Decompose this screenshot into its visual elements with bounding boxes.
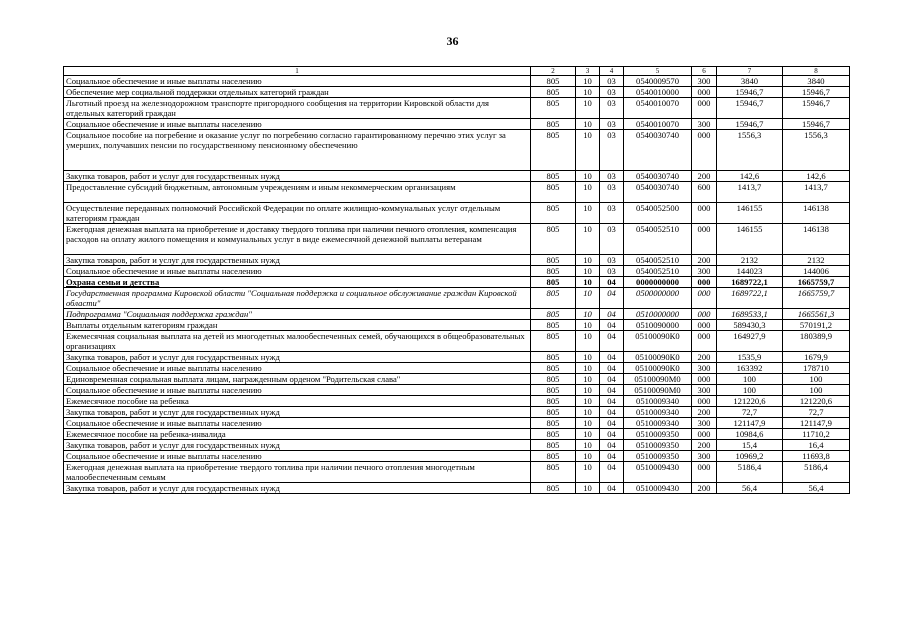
target-article-cell: 0540030740 xyxy=(624,130,692,171)
target-article-cell: 05100090М0 xyxy=(624,385,692,396)
row-name-cell: Подпрограмма "Социальная поддержка граждан" xyxy=(64,309,531,320)
subsection-cell: 04 xyxy=(600,385,624,396)
ministry-code-cell: 805 xyxy=(531,255,576,266)
ministry-code-cell: 805 xyxy=(531,87,576,98)
amount-year2-cell: 570191,2 xyxy=(783,320,850,331)
amount-year2-cell: 178710 xyxy=(783,363,850,374)
ministry-code-cell: 805 xyxy=(531,331,576,352)
table-row xyxy=(64,288,850,309)
target-article-cell: 05100090К0 xyxy=(624,363,692,374)
row-name-cell: Социальное обеспечение и иные выплаты населению xyxy=(64,266,531,277)
section-cell: 10 xyxy=(576,171,600,182)
section-cell: 10 xyxy=(576,352,600,363)
amount-year2-cell: 16,4 xyxy=(783,440,850,451)
row-name-cell: Льготный проезд на железнодорожном транспорте пригородного сообщения на территории Кировской области для отдельных категорий граждан xyxy=(64,98,531,119)
amount-year1-cell: 1689533,1 xyxy=(717,309,783,320)
table-row xyxy=(64,418,850,429)
table-row xyxy=(64,429,850,440)
subsection-cell: 04 xyxy=(600,451,624,462)
row-name-cell: Социальное обеспечение и иные выплаты населению xyxy=(64,451,531,462)
column-header: 2 xyxy=(531,67,576,76)
amount-year1-cell: 164927,9 xyxy=(717,331,783,352)
section-cell: 10 xyxy=(576,451,600,462)
expense-type-cell: 000 xyxy=(692,98,717,119)
target-article-cell: 0000000000 xyxy=(624,277,692,288)
expense-type-cell: 200 xyxy=(692,407,717,418)
subsection-cell: 04 xyxy=(600,462,624,483)
target-article-cell: 0540009570 xyxy=(624,76,692,87)
amount-year1-cell: 15,4 xyxy=(717,440,783,451)
amount-year2-cell: 11710,2 xyxy=(783,429,850,440)
row-name-cell: Закупка товаров, работ и услуг для государственных нужд xyxy=(64,171,531,182)
target-article-cell: 05100090М0 xyxy=(624,374,692,385)
subsection-cell: 04 xyxy=(600,407,624,418)
section-cell: 10 xyxy=(576,277,600,288)
ministry-code-cell: 805 xyxy=(531,130,576,171)
expense-type-cell: 000 xyxy=(692,374,717,385)
row-name-cell: Ежемесячное пособие на ребенка-инвалида xyxy=(64,429,531,440)
page-number: 36 xyxy=(446,34,459,48)
ministry-code-cell: 805 xyxy=(531,171,576,182)
subsection-cell: 04 xyxy=(600,483,624,494)
target-article-cell: 0510009340 xyxy=(624,418,692,429)
table-row xyxy=(64,374,850,385)
target-article-cell: 0510009430 xyxy=(624,483,692,494)
section-cell: 10 xyxy=(576,255,600,266)
amount-year2-cell: 1413,7 xyxy=(783,182,850,203)
amount-year2-cell: 56,4 xyxy=(783,483,850,494)
amount-year2-cell: 15946,7 xyxy=(783,119,850,130)
section-cell: 10 xyxy=(576,396,600,407)
ministry-code-cell: 805 xyxy=(531,288,576,309)
amount-year1-cell: 10969,2 xyxy=(717,451,783,462)
expense-type-cell: 000 xyxy=(692,224,717,255)
expense-type-cell: 000 xyxy=(692,309,717,320)
section-cell: 10 xyxy=(576,119,600,130)
ministry-code-cell: 805 xyxy=(531,182,576,203)
amount-year1-cell: 121220,6 xyxy=(717,396,783,407)
amount-year2-cell: 1665759,7 xyxy=(783,277,850,288)
row-name-cell: Социальное обеспечение и иные выплаты населению xyxy=(64,418,531,429)
section-cell: 10 xyxy=(576,203,600,224)
table-row xyxy=(64,98,850,119)
amount-year1-cell: 1689722,1 xyxy=(717,288,783,309)
row-name-cell: Обеспечение мер социальной поддержки отдельных категорий граждан xyxy=(64,87,531,98)
subsection-cell: 04 xyxy=(600,396,624,407)
target-article-cell: 0540052510 xyxy=(624,224,692,255)
ministry-code-cell: 805 xyxy=(531,418,576,429)
amount-year2-cell: 15946,7 xyxy=(783,87,850,98)
row-name-cell: Закупка товаров, работ и услуг для государственных нужд xyxy=(64,440,531,451)
amount-year1-cell: 146155 xyxy=(717,203,783,224)
subsection-cell: 03 xyxy=(600,266,624,277)
ministry-code-cell: 805 xyxy=(531,320,576,331)
expense-type-cell: 000 xyxy=(692,331,717,352)
expense-type-cell: 200 xyxy=(692,352,717,363)
amount-year1-cell: 146155 xyxy=(717,224,783,255)
section-cell: 10 xyxy=(576,182,600,203)
subsection-cell: 04 xyxy=(600,429,624,440)
target-article-cell: 0510009350 xyxy=(624,440,692,451)
table-row xyxy=(64,309,850,320)
column-header: 1 xyxy=(64,67,531,76)
amount-year2-cell: 15946,7 xyxy=(783,98,850,119)
subsection-cell: 03 xyxy=(600,171,624,182)
expense-type-cell: 200 xyxy=(692,255,717,266)
table-row xyxy=(64,76,850,87)
section-cell: 10 xyxy=(576,429,600,440)
expense-type-cell: 000 xyxy=(692,429,717,440)
section-cell: 10 xyxy=(576,224,600,255)
expense-type-cell: 000 xyxy=(692,396,717,407)
amount-year2-cell: 146138 xyxy=(783,203,850,224)
expense-type-cell: 300 xyxy=(692,266,717,277)
target-article-cell: 05100090К0 xyxy=(624,352,692,363)
table-row xyxy=(64,462,850,483)
amount-year2-cell: 142,6 xyxy=(783,171,850,182)
target-article-cell: 0540010000 xyxy=(624,87,692,98)
target-article-cell: 0510009350 xyxy=(624,429,692,440)
amount-year2-cell: 2132 xyxy=(783,255,850,266)
target-article-cell: 0540030740 xyxy=(624,171,692,182)
subsection-cell: 03 xyxy=(600,87,624,98)
table-row xyxy=(64,119,850,130)
table-row xyxy=(64,130,850,171)
row-name-cell: Социальное пособие на погребение и оказание услуг по погребению согласно гарантированному перечню этих услуг за умерших, получавших пенсии по государственному пенсионному обеспечению xyxy=(64,130,531,171)
row-name-cell: Социальное обеспечение и иные выплаты населению xyxy=(64,76,531,87)
subsection-cell: 04 xyxy=(600,320,624,331)
subsection-cell: 04 xyxy=(600,331,624,352)
row-name-cell: Ежемесячное пособие на ребенка xyxy=(64,396,531,407)
column-header: 7 xyxy=(717,67,783,76)
subsection-cell: 04 xyxy=(600,277,624,288)
section-cell: 10 xyxy=(576,440,600,451)
row-name-cell: Государственная программа Кировской области "Социальная поддержка и социальное обслуживание граждан Кировской области" xyxy=(64,288,531,309)
target-article-cell: 0540052510 xyxy=(624,266,692,277)
expense-type-cell: 300 xyxy=(692,363,717,374)
ministry-code-cell: 805 xyxy=(531,119,576,130)
ministry-code-cell: 805 xyxy=(531,374,576,385)
table-header-row xyxy=(64,67,850,76)
section-cell: 10 xyxy=(576,331,600,352)
subsection-cell: 04 xyxy=(600,288,624,309)
subsection-cell: 03 xyxy=(600,76,624,87)
amount-year1-cell: 100 xyxy=(717,385,783,396)
amount-year1-cell: 3840 xyxy=(717,76,783,87)
table-row xyxy=(64,331,850,352)
ministry-code-cell: 805 xyxy=(531,277,576,288)
row-name-cell: Закупка товаров, работ и услуг для государственных нужд xyxy=(64,483,531,494)
ministry-code-cell: 805 xyxy=(531,385,576,396)
row-name-cell: Закупка товаров, работ и услуг для государственных нужд xyxy=(64,255,531,266)
row-name-cell: Выплаты отдельным категориям граждан xyxy=(64,320,531,331)
amount-year2-cell: 146138 xyxy=(783,224,850,255)
row-name-cell: Единовременная социальная выплата лицам, награжденным орденом "Родительская слава" xyxy=(64,374,531,385)
ministry-code-cell: 805 xyxy=(531,76,576,87)
subsection-cell: 04 xyxy=(600,374,624,385)
section-cell: 10 xyxy=(576,266,600,277)
amount-year1-cell: 5186,4 xyxy=(717,462,783,483)
subsection-cell: 04 xyxy=(600,352,624,363)
section-cell: 10 xyxy=(576,76,600,87)
table-row xyxy=(64,385,850,396)
expense-type-cell: 000 xyxy=(692,462,717,483)
subsection-cell: 03 xyxy=(600,255,624,266)
amount-year2-cell: 5186,4 xyxy=(783,462,850,483)
amount-year2-cell: 11693,8 xyxy=(783,451,850,462)
row-name-cell: Социальное обеспечение и иные выплаты населению xyxy=(64,385,531,396)
subsection-cell: 03 xyxy=(600,119,624,130)
subsection-cell: 03 xyxy=(600,224,624,255)
target-article-cell: 0540010070 xyxy=(624,98,692,119)
table-row xyxy=(64,182,850,203)
ministry-code-cell: 805 xyxy=(531,224,576,255)
amount-year2-cell: 3840 xyxy=(783,76,850,87)
target-article-cell: 0510009340 xyxy=(624,396,692,407)
row-name-cell: Ежемесячная социальная выплата на детей из многодетных малообеспеченных семей, обучающихся в общеобразовательных организациях xyxy=(64,331,531,352)
amount-year1-cell: 2132 xyxy=(717,255,783,266)
amount-year2-cell: 1679,9 xyxy=(783,352,850,363)
amount-year2-cell: 100 xyxy=(783,374,850,385)
table-row xyxy=(64,255,850,266)
target-article-cell: 0510000000 xyxy=(624,309,692,320)
table-row xyxy=(64,224,850,255)
expense-type-cell: 000 xyxy=(692,130,717,171)
amount-year2-cell: 100 xyxy=(783,385,850,396)
ministry-code-cell: 805 xyxy=(531,203,576,224)
ministry-code-cell: 805 xyxy=(531,266,576,277)
target-article-cell: 0540010070 xyxy=(624,119,692,130)
section-cell: 10 xyxy=(576,418,600,429)
amount-year2-cell: 180389,9 xyxy=(783,331,850,352)
section-cell: 10 xyxy=(576,320,600,331)
expense-type-cell: 000 xyxy=(692,288,717,309)
amount-year1-cell: 1413,7 xyxy=(717,182,783,203)
table-row xyxy=(64,320,850,331)
table-row xyxy=(64,407,850,418)
section-cell: 10 xyxy=(576,98,600,119)
section-cell: 10 xyxy=(576,130,600,171)
section-cell: 10 xyxy=(576,363,600,374)
column-header: 8 xyxy=(783,67,850,76)
table-row xyxy=(64,396,850,407)
row-name-cell: Ежегодная денежная выплата на приобретение твердого топлива при наличии печного отопления многодетным малообеспеченным семьям xyxy=(64,462,531,483)
ministry-code-cell: 805 xyxy=(531,440,576,451)
budget-table xyxy=(63,66,850,494)
subsection-cell: 04 xyxy=(600,418,624,429)
expense-type-cell: 000 xyxy=(692,203,717,224)
section-cell: 10 xyxy=(576,462,600,483)
table-row xyxy=(64,277,850,288)
row-name-cell: Закупка товаров, работ и услуг для государственных нужд xyxy=(64,352,531,363)
table-row xyxy=(64,440,850,451)
amount-year2-cell: 144006 xyxy=(783,266,850,277)
subsection-cell: 03 xyxy=(600,130,624,171)
section-cell: 10 xyxy=(576,288,600,309)
ministry-code-cell: 805 xyxy=(531,462,576,483)
amount-year1-cell: 163392 xyxy=(717,363,783,374)
amount-year1-cell: 100 xyxy=(717,374,783,385)
table-row xyxy=(64,203,850,224)
table-row xyxy=(64,352,850,363)
section-cell: 10 xyxy=(576,374,600,385)
subsection-cell: 03 xyxy=(600,98,624,119)
amount-year2-cell: 121147,9 xyxy=(783,418,850,429)
amount-year1-cell: 56,4 xyxy=(717,483,783,494)
subsection-cell: 04 xyxy=(600,309,624,320)
table-row xyxy=(64,87,850,98)
row-name-cell: Социальное обеспечение и иные выплаты населению xyxy=(64,363,531,374)
amount-year1-cell: 15946,7 xyxy=(717,87,783,98)
amount-year1-cell: 142,6 xyxy=(717,171,783,182)
column-header: 3 xyxy=(576,67,600,76)
subsection-cell: 03 xyxy=(600,203,624,224)
target-article-cell: 0510009340 xyxy=(624,407,692,418)
target-article-cell: 0540052500 xyxy=(624,203,692,224)
expense-type-cell: 200 xyxy=(692,171,717,182)
expense-type-cell: 300 xyxy=(692,451,717,462)
table-row xyxy=(64,483,850,494)
subsection-cell: 03 xyxy=(600,182,624,203)
target-article-cell: 0510009430 xyxy=(624,462,692,483)
table-row xyxy=(64,171,850,182)
ministry-code-cell: 805 xyxy=(531,451,576,462)
amount-year2-cell: 72,7 xyxy=(783,407,850,418)
column-header: 4 xyxy=(600,67,624,76)
expense-type-cell: 300 xyxy=(692,418,717,429)
column-header: 6 xyxy=(692,67,717,76)
subsection-cell: 04 xyxy=(600,440,624,451)
target-article-cell: 0510090000 xyxy=(624,320,692,331)
ministry-code-cell: 805 xyxy=(531,363,576,374)
section-cell: 10 xyxy=(576,483,600,494)
ministry-code-cell: 805 xyxy=(531,483,576,494)
target-article-cell: 0540052510 xyxy=(624,255,692,266)
expense-type-cell: 300 xyxy=(692,119,717,130)
table-row xyxy=(64,451,850,462)
row-name-cell: Закупка товаров, работ и услуг для государственных нужд xyxy=(64,407,531,418)
amount-year1-cell: 144023 xyxy=(717,266,783,277)
ministry-code-cell: 805 xyxy=(531,98,576,119)
amount-year2-cell: 1665759,7 xyxy=(783,288,850,309)
expense-type-cell: 300 xyxy=(692,76,717,87)
expense-type-cell: 200 xyxy=(692,440,717,451)
column-header: 5 xyxy=(624,67,692,76)
expense-type-cell: 200 xyxy=(692,483,717,494)
section-cell: 10 xyxy=(576,87,600,98)
target-article-cell: 0510009350 xyxy=(624,451,692,462)
expense-type-cell: 000 xyxy=(692,87,717,98)
expense-type-cell: 600 xyxy=(692,182,717,203)
expense-type-cell: 300 xyxy=(692,385,717,396)
section-cell: 10 xyxy=(576,407,600,418)
target-article-cell: 05100090К0 xyxy=(624,331,692,352)
amount-year1-cell: 121147,9 xyxy=(717,418,783,429)
amount-year1-cell: 15946,7 xyxy=(717,119,783,130)
target-article-cell: 0540030740 xyxy=(624,182,692,203)
table-row xyxy=(64,266,850,277)
amount-year2-cell: 1556,3 xyxy=(783,130,850,171)
expense-type-cell: 000 xyxy=(692,320,717,331)
amount-year1-cell: 72,7 xyxy=(717,407,783,418)
amount-year1-cell: 15946,7 xyxy=(717,98,783,119)
amount-year2-cell: 1665561,3 xyxy=(783,309,850,320)
target-article-cell: 0500000000 xyxy=(624,288,692,309)
ministry-code-cell: 805 xyxy=(531,352,576,363)
amount-year1-cell: 10984,6 xyxy=(717,429,783,440)
amount-year1-cell: 1535,9 xyxy=(717,352,783,363)
ministry-code-cell: 805 xyxy=(531,429,576,440)
amount-year2-cell: 121220,6 xyxy=(783,396,850,407)
row-name-cell: Осуществление переданных полномочий Российской Федерации по оплате жилищно-коммунальных услуг отдельным категориям граждан xyxy=(64,203,531,224)
ministry-code-cell: 805 xyxy=(531,309,576,320)
amount-year1-cell: 1556,3 xyxy=(717,130,783,171)
section-cell: 10 xyxy=(576,309,600,320)
ministry-code-cell: 805 xyxy=(531,396,576,407)
expense-type-cell: 000 xyxy=(692,277,717,288)
ministry-code-cell: 805 xyxy=(531,407,576,418)
table-row xyxy=(64,363,850,374)
row-name-cell: Охрана семьи и детства xyxy=(64,277,531,288)
section-cell: 10 xyxy=(576,385,600,396)
row-name-cell: Ежегодная денежная выплата на приобретение и доставку твердого топлива при наличии печного отопления, компенсация расходов на оплату жилого помещения и коммунальных услуг в виде ежемесячной денежной выплаты ветеранам xyxy=(64,224,531,255)
row-name-cell: Предоставление субсидий бюджетным, автономным учреждениям и иным некоммерческим организациям xyxy=(64,182,531,203)
subsection-cell: 04 xyxy=(600,363,624,374)
amount-year1-cell: 1689722,1 xyxy=(717,277,783,288)
amount-year1-cell: 589430,3 xyxy=(717,320,783,331)
row-name-cell: Социальное обеспечение и иные выплаты населению xyxy=(64,119,531,130)
